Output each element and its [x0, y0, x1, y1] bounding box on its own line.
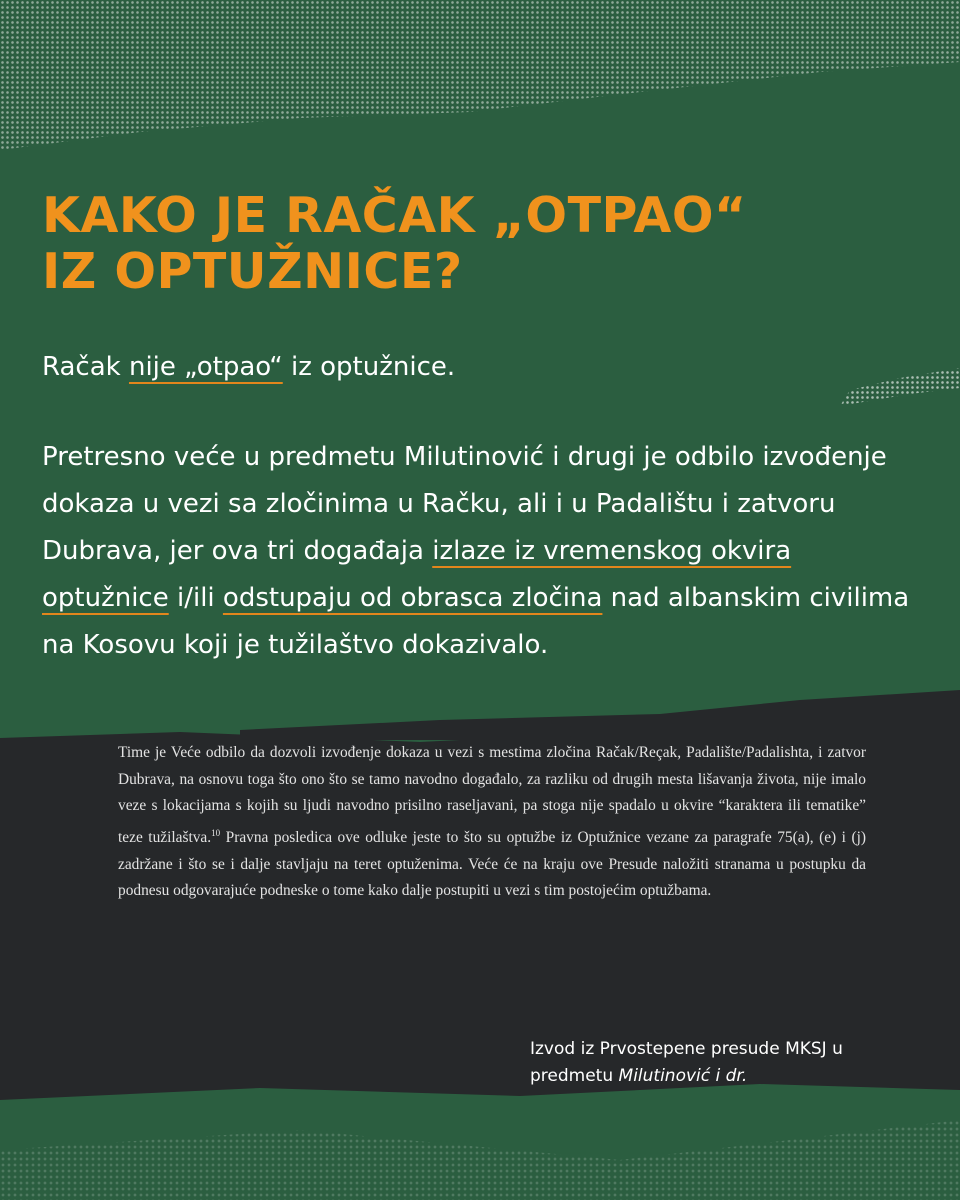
headline	[42, 188, 922, 300]
headline-line-1: KAKO JE RAČAK „OTPAO“	[42, 187, 747, 244]
body-part-2: i/ili	[168, 583, 223, 613]
lead-after: iz optužnice.	[282, 352, 456, 382]
lead-underlined: nije „otpao“	[128, 352, 283, 382]
excerpt-text: Time je Veće odbilo da dozvoli izvođenje dokaza u vezi s mestima zločina Račak/Reçak, Padalište/Padalishta, i zatvor Dubrava, na osnovu toga što ono što se tamo navodno događalo, za razliku od drugih mesta lišavanja života, nije imalo veze s lokacijama s kojih su ljudi navodno prisilno raseljavani, pa stoga nije spadalo u okvire “karaktera ili tematike” teze tužilaštva.	[118, 744, 866, 846]
texture-bottom	[0, 1120, 960, 1200]
judgment-excerpt	[118, 740, 866, 905]
body-underline-1: izlaze iz vremenskog okvira optužnice	[42, 536, 792, 613]
lead-before: Račak	[42, 352, 129, 382]
lead-sentence	[42, 346, 922, 388]
caption-case-name: Milutinović i dr.	[618, 1066, 748, 1086]
footnote-marker: 10	[211, 827, 221, 838]
body-part-1: Pretresno veće u predmetu Milutinović i drugi je odbilo izvođenje dokaza u vezi sa zločinima u Račku, ali i u Padalištu i zatvoru Dubrava, jer ova tri događaja	[42, 442, 887, 566]
headline-line-2: IZ OPTUŽNICE?	[42, 243, 463, 300]
source-caption	[530, 1036, 930, 1090]
body-part-3: nad albanskim civilima na Kosovu koji je tužilaštvo dokazivalo.	[42, 583, 910, 660]
body-underline-2: odstupaju od obrasca zločina	[222, 583, 603, 613]
halftone-texture-top	[0, 0, 960, 150]
caption-text: Izvod iz Prvostepene presude MKSJ u predmetu	[530, 1039, 843, 1086]
excerpt-text-continued: Pravna posledica ove odluke jeste to što su optužbe iz Optužnice vezane za paragrafe 75(a), (e) i (j) zadržane i što se i dalje stavljaju na teret optuženima. Veće će na kraju ove Presude naložiti stranama u postupku da podnesu odgovarajuće podneske o tome kako dalje postupiti u vezi s tim postojećim optužbama.	[118, 828, 866, 900]
dark-band-edge	[240, 690, 960, 740]
body-paragraph	[42, 434, 922, 669]
